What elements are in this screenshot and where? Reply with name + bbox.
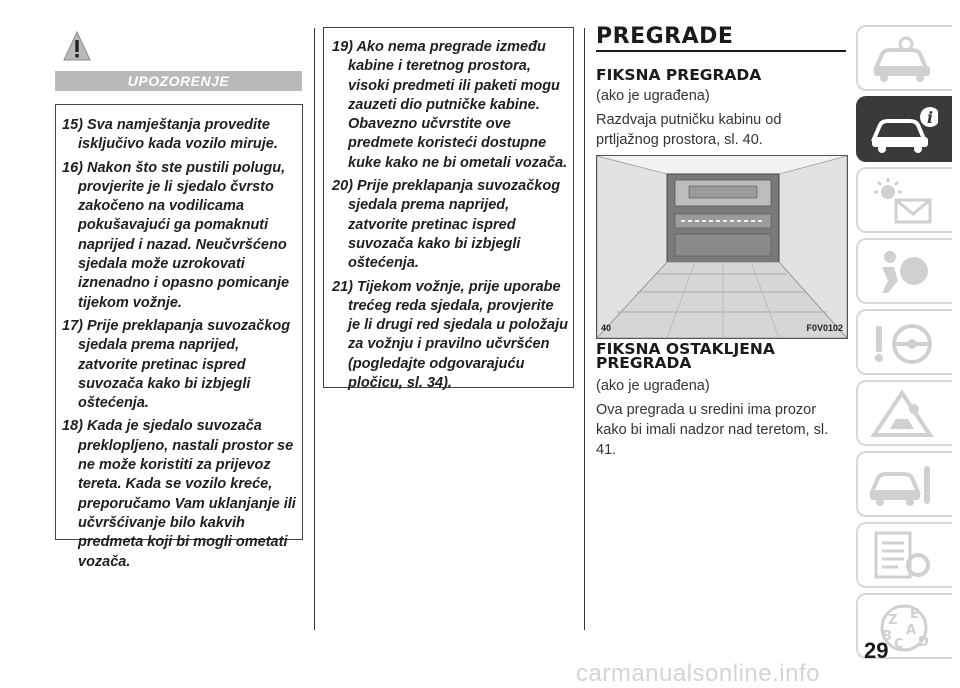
car-maintenance-icon	[868, 460, 938, 510]
warning-item-16: 16) Nakon što ste pustili polugu, provjerite je li sjedalo čvrsto zakočeno na vodilicama pokušavajući ga pomaknuti naprijed i nazad. Neučvršćeno sjedala može uzrokovati iznenadno i opasno pomicanje tijekom vožnje.	[62, 159, 290, 311]
svg-text:A: A	[906, 623, 917, 638]
steering-wheel-icon	[868, 318, 938, 368]
tab-car-info[interactable]	[856, 96, 952, 162]
tab-technical-data[interactable]	[856, 522, 952, 588]
warning-item-19: 19) Ako nema pregrade između kabine i teretnog prostora, visoki predmeti ili paketi mogu zauzeti dio putničke kabine. Obavezno učvrstite ove predmete koristeći dostupne kuke kako ne bi ometali vozača.	[332, 39, 568, 171]
warning-list-left	[62, 116, 298, 576]
figure-number: 40	[601, 323, 612, 333]
svg-text:B: B	[882, 629, 892, 644]
warning-item-20: 20) Prije preklapanja suvozačkog sjedala prema naprijed, zatvorite pretinac ispred suvozača kako bi izbjegli oštećenja.	[332, 178, 561, 272]
warning-item-18: 18) Kada je sjedalo suvozača preklopljeno, nastali prostor se ne može koristiti za prijevoz tereta. Kada se vozilo kreće, preporučamo Vam uklanjanje ili učvršćivanje bilo kakvih predmeta koji bi mogli ometati vozača.	[62, 418, 296, 570]
svg-text:D: D	[918, 635, 929, 650]
cargo-partition-illustration	[597, 156, 847, 338]
warning-list-right	[332, 38, 568, 397]
tab-maintenance[interactable]	[856, 451, 952, 517]
figure-40	[596, 155, 848, 339]
tab-dashboard[interactable]	[856, 25, 952, 91]
column-divider-2	[584, 28, 585, 630]
car-info-icon	[868, 105, 938, 155]
warning-item-17: 17) Prije preklapanja suvozačkog sjedala prema naprijed, zatvorite pretinac ispred suvozača kako bi izbjegli oštećenja.	[62, 317, 291, 412]
svg-text:E: E	[910, 607, 919, 622]
tab-warning-lights[interactable]	[856, 167, 952, 233]
technical-data-icon	[868, 531, 938, 581]
airbag-icon	[868, 247, 938, 297]
page-number: 29	[864, 638, 889, 663]
title-rule	[596, 50, 846, 52]
tab-starting-driving[interactable]	[856, 309, 952, 375]
subheading-fiksna-pregrada: FIKSNA PREGRADA	[596, 66, 762, 84]
warning-triangle-icon	[62, 30, 92, 62]
watermark: carmanualsonline.info	[576, 660, 820, 687]
warning-header: UPOZORENJE	[55, 71, 302, 91]
section-title: PREGRADE	[596, 24, 734, 49]
emergency-triangle-icon	[868, 389, 938, 439]
subheading-fiksna-ostakljena-line2: PREGRADA	[596, 354, 692, 372]
tab-emergency[interactable]	[856, 380, 952, 446]
figure-code: F0V0102	[806, 323, 843, 333]
subheading-fiksna-ostakljena-line1: FIKSNA OSTAKLJENA	[596, 340, 775, 358]
column-divider-1	[314, 28, 315, 630]
svg-text:i: i	[926, 108, 934, 127]
svg-text:Z: Z	[888, 613, 898, 628]
tab-safety[interactable]	[856, 238, 952, 304]
sub2-note: (ako je ugrađena)	[596, 378, 710, 394]
sub2-text: Ova pregrada u sredini ima prozor kako bi imali nadzor nad teretom, sl. 41.	[596, 402, 829, 458]
car-dashboard-icon	[868, 34, 938, 84]
sub1-text: Razdvaja putničku kabinu od prtljažnog prostora, sl. 40.	[596, 112, 782, 148]
warning-item-15: 15) Sva namještanja provedite isključivo kada vozilo miruje.	[62, 117, 278, 153]
sub1-note: (ako je ugrađena)	[596, 88, 710, 104]
svg-text:C: C	[894, 637, 904, 652]
warning-item-21: 21) Tijekom vožnje, prije uporabe trećeg reda sjedala, provjerite je li drugi red sjedala u položaju za vožnju i pravilno učvršćen (pogledajte odgovarajuću pločicu, sl. 34).	[332, 278, 568, 392]
warning-light-icon	[868, 176, 938, 226]
